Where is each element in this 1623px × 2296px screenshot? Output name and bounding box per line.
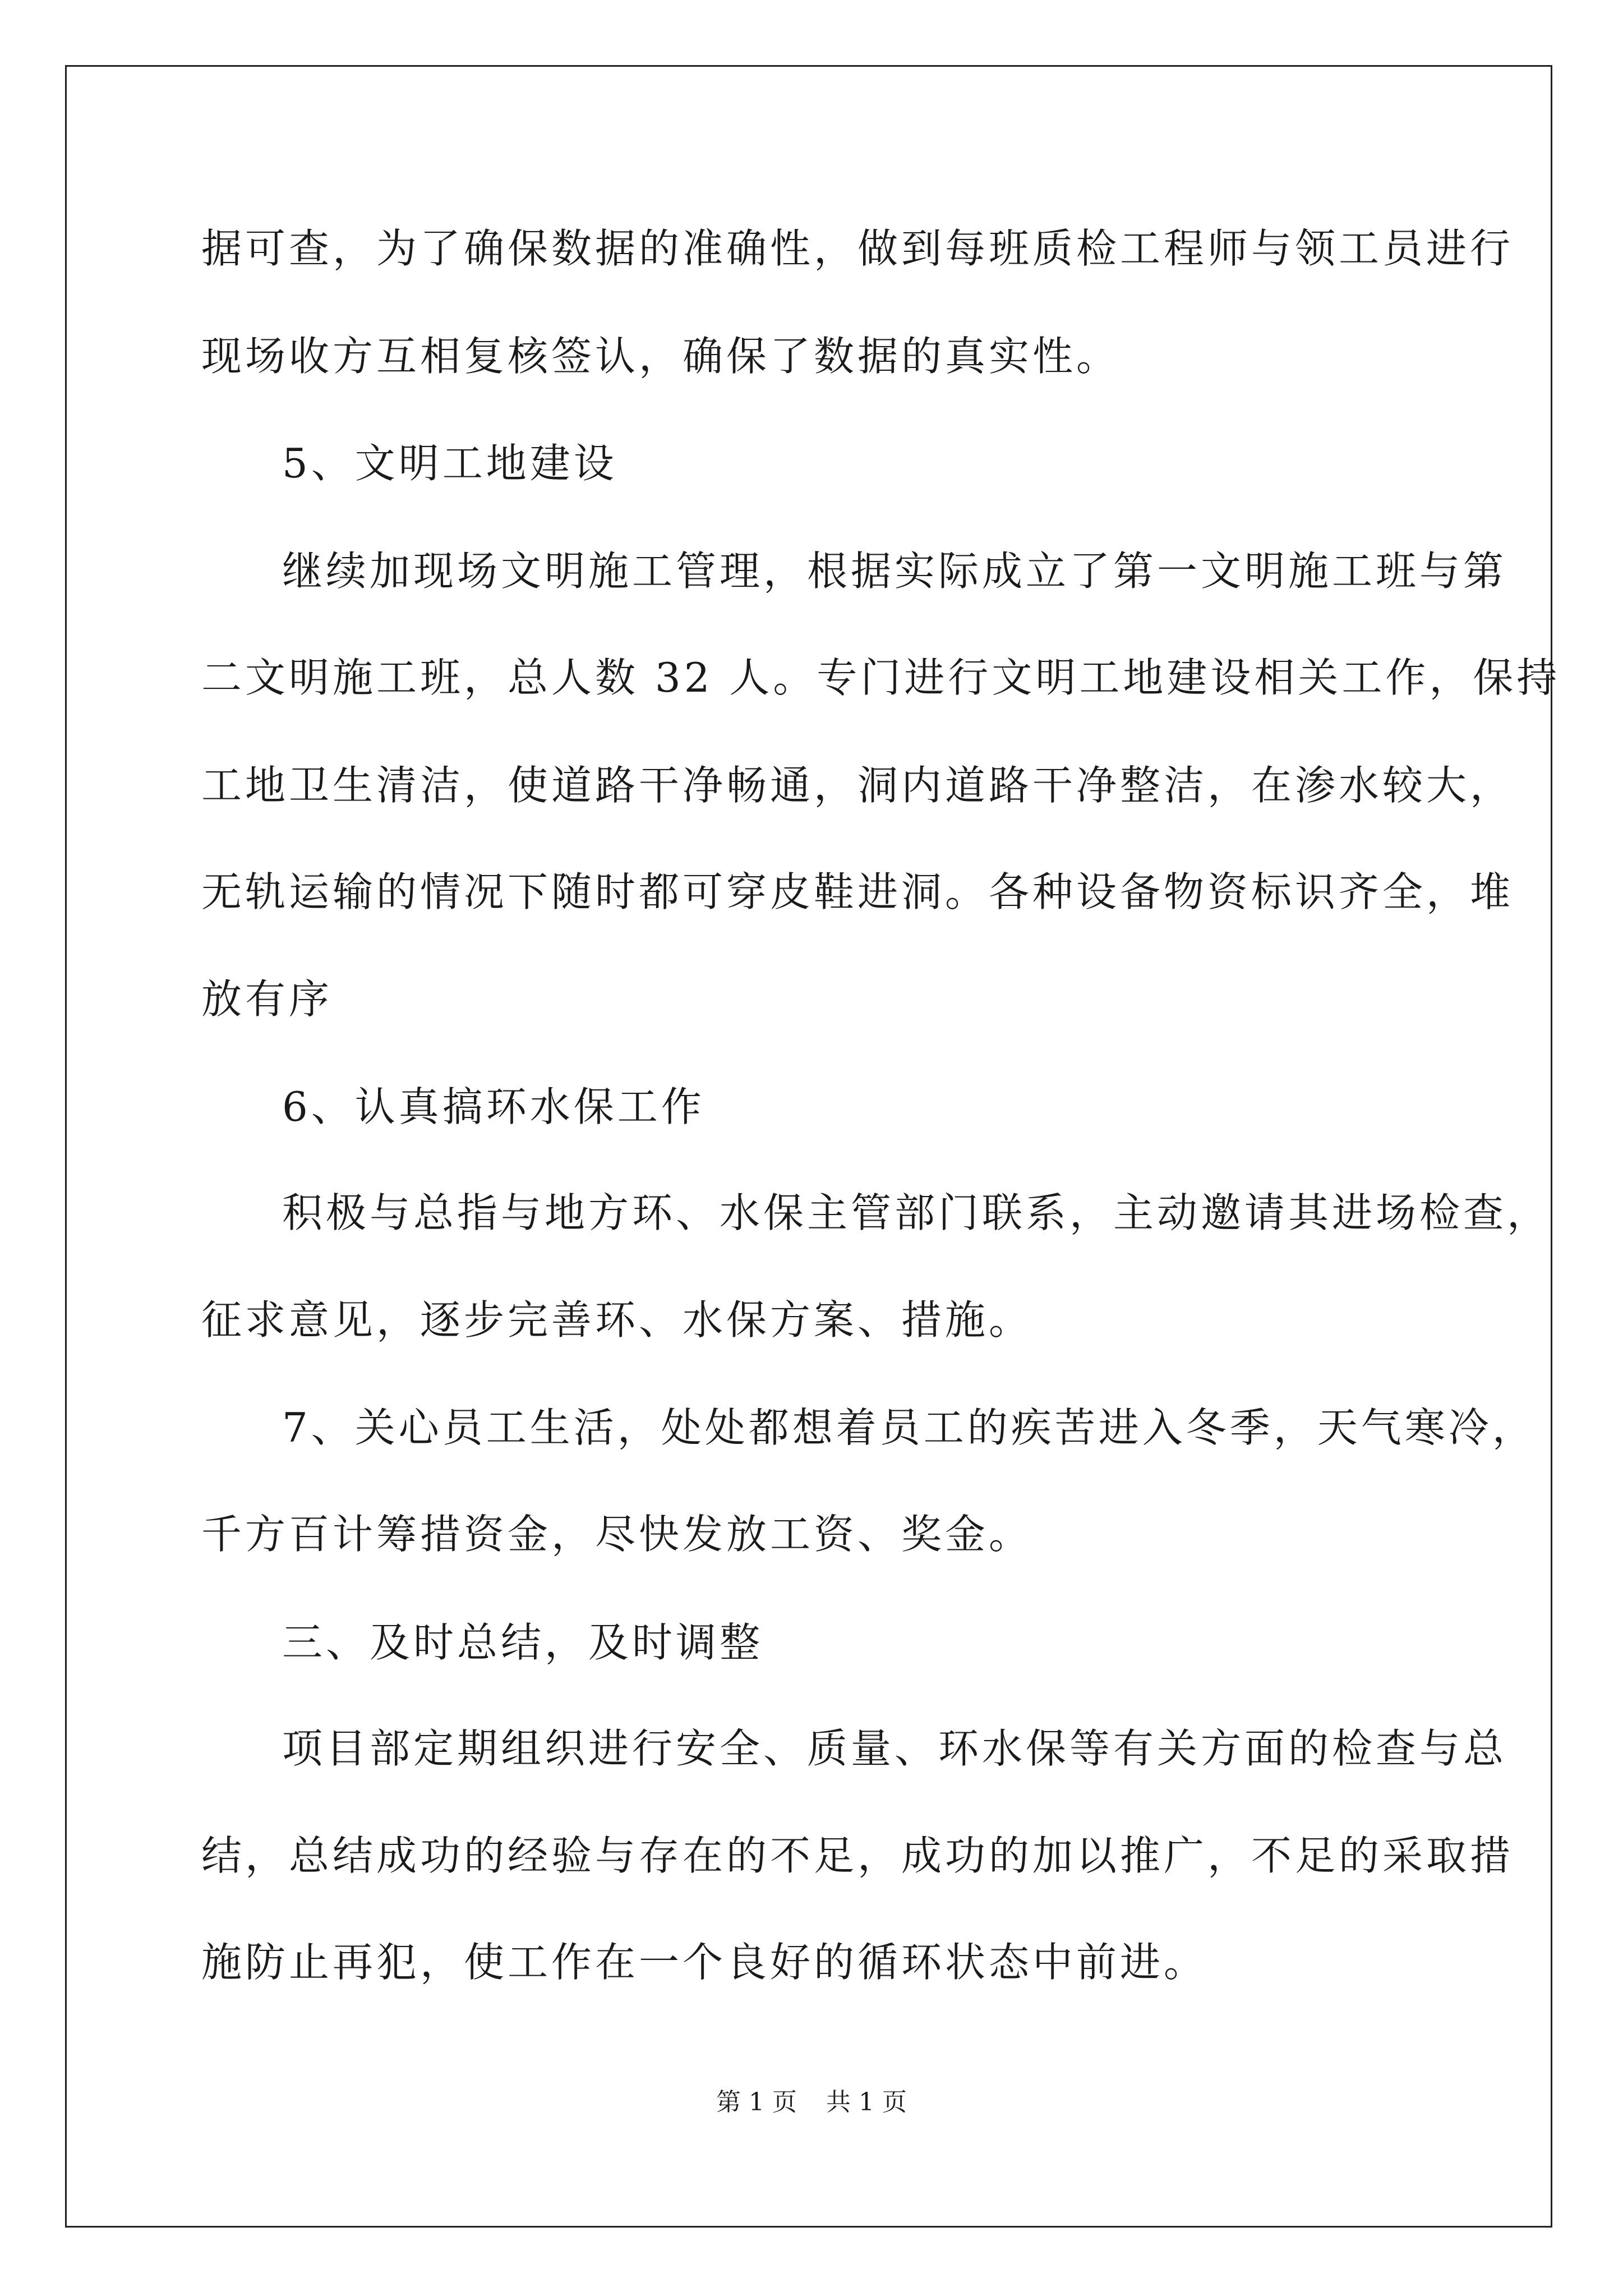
page-count: 共 1 页 [826, 2088, 907, 2116]
body-line: 二文明施工班，总人数 32 人。专门进行文明工地建设相关工作，保持 [201, 654, 1561, 701]
page-footer [0, 2086, 1623, 2119]
body-line: 项目部定期组织进行安全、质量、环水保等有关方面的检查与总 [282, 1725, 1507, 1772]
body-line: 施防止再犯，使工作在一个良好的循环状态中前进。 [201, 1939, 1208, 1986]
body-line: 现场收方互相复核签认，确保了数据的真实性。 [201, 333, 1121, 380]
section-heading: 三、及时总结，及时调整 [282, 1619, 764, 1666]
body-line: 积极与总指与地方环、水保主管部门联系，主动邀请其进场检查， [282, 1189, 1551, 1236]
section-heading: 5、文明工地建设 [282, 440, 617, 487]
body-line: 工地卫生清洁，使道路干净畅通，洞内道路干净整洁，在渗水较大， [201, 762, 1514, 809]
body-line: 结，总结成功的经验与存在的不足，成功的加以推广，不足的采取措 [201, 1832, 1514, 1879]
body-line: 无轨运输的情况下随时都可穿皮鞋进洞。各种设备物资标识齐全，堆 [201, 868, 1514, 915]
body-line: 据可查，为了确保数据的准确性，做到每班质检工程师与领工员进行 [201, 225, 1514, 272]
page-number: 第 1 页 [716, 2088, 797, 2116]
section-heading: 7、关心员工生活，处处都想着员工的疾苦进入冬季，天气寒冷， [282, 1404, 1536, 1451]
body-line: 千方百计筹措资金，尽快发放工资、奖金。 [201, 1511, 1033, 1558]
body-line: 继续加现场文明施工管理，根据实际成立了第一文明施工班与第 [282, 547, 1507, 595]
body-line: 放有序 [201, 976, 333, 1023]
section-heading: 6、认真搞环水保工作 [282, 1083, 705, 1130]
body-line: 征求意见，逐步完善环、水保方案、措施。 [201, 1296, 1033, 1343]
page-border [65, 65, 1552, 2228]
